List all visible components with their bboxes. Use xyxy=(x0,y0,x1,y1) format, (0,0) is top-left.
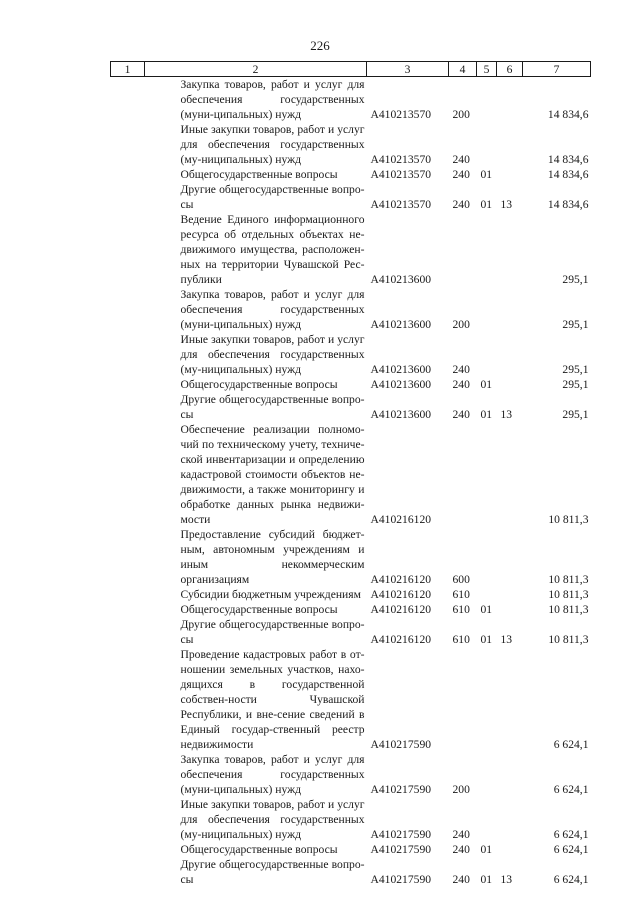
row-subsection xyxy=(497,167,523,182)
row-name: Общегосударственные вопросы xyxy=(180,168,338,181)
row-target-code: А410217590 xyxy=(370,843,432,856)
row-section: 01 xyxy=(480,378,493,391)
table-row xyxy=(111,422,591,527)
row-subsection: 13 xyxy=(500,873,513,886)
row-name: Закупка товаров, работ и услуг для обеспечения государственных (муни-ципальных) нужд xyxy=(180,288,365,331)
row-section: 01 xyxy=(480,873,493,886)
row-name: Иные закупки товаров, работ и услуг для обеспечения государственных (му-ниципальных) нужд xyxy=(180,333,365,376)
row-name: Обеспечение реализации полномо-чий по техническому учету, техниче-ской инвентаризации и определению кадастровой стоимости объектов не-движимости, а также мониторингу и обработке данных рынка недвижи-мости xyxy=(180,423,365,526)
row-name: Проведение кадастровых работ в от-ношении земельных участков, нахо-дящихся в государственной собствен-ности Чувашской Республики, и вне-сение сведений в Единый государ-ственный реестр недвижимости xyxy=(180,648,365,751)
row-subsection xyxy=(497,332,523,377)
row-target-code: А410213570 xyxy=(370,198,432,211)
table-row xyxy=(111,122,591,167)
row-target-code: А410213600 xyxy=(370,408,432,421)
row-target-code: А410216120 xyxy=(370,588,432,601)
row-subsection xyxy=(497,287,523,332)
row-target-code: А410213600 xyxy=(370,273,432,286)
row-section: 01 xyxy=(480,408,493,421)
row-number-cell xyxy=(111,602,145,617)
row-section xyxy=(477,332,497,377)
row-subsection: 13 xyxy=(500,408,513,421)
row-number-cell xyxy=(111,422,145,527)
column-header: 5 xyxy=(477,62,497,77)
row-name: Иные закупки товаров, работ и услуг для обеспечения государственных (му-ниципальных) нужд xyxy=(180,123,365,166)
row-target-code: А410217590 xyxy=(370,873,432,886)
row-subsection: 13 xyxy=(500,633,513,646)
row-subsection xyxy=(497,122,523,167)
row-number-cell xyxy=(111,647,145,752)
row-amount: 6 624,1 xyxy=(553,738,589,751)
row-amount: 295,1 xyxy=(562,363,589,376)
table-row xyxy=(111,842,591,857)
row-amount: 14 834,6 xyxy=(547,153,589,166)
row-target-code: А410217590 xyxy=(370,828,432,841)
table-row xyxy=(111,212,591,287)
row-amount: 295,1 xyxy=(562,318,589,331)
row-number-cell xyxy=(111,77,145,123)
row-number-cell xyxy=(111,617,145,647)
row-expense-type: 240 xyxy=(452,168,470,181)
table-body xyxy=(111,77,591,888)
row-subsection xyxy=(497,587,523,602)
row-subsection xyxy=(497,527,523,587)
row-name: Закупка товаров, работ и услуг для обеспечения государственных (муни-ципальных) нужд xyxy=(180,78,365,121)
row-expense-type: 240 xyxy=(452,828,470,841)
row-target-code: А410216120 xyxy=(370,603,432,616)
row-name: Другие общегосударственные вопро-сы xyxy=(180,393,365,421)
row-section xyxy=(477,647,497,752)
table-row xyxy=(111,587,591,602)
row-target-code: А410213570 xyxy=(370,168,432,181)
row-expense-type xyxy=(449,422,477,527)
column-header: 4 xyxy=(449,62,477,77)
table-row xyxy=(111,647,591,752)
row-number-cell xyxy=(111,377,145,392)
row-section: 01 xyxy=(480,603,493,616)
row-section xyxy=(477,752,497,797)
table-row xyxy=(111,797,591,842)
row-subsection xyxy=(497,752,523,797)
row-amount: 295,1 xyxy=(562,408,589,421)
row-section xyxy=(477,587,497,602)
column-header: 7 xyxy=(523,62,591,77)
row-expense-type: 610 xyxy=(452,633,470,646)
row-expense-type: 240 xyxy=(452,153,470,166)
row-subsection xyxy=(497,422,523,527)
row-expense-type: 610 xyxy=(452,603,470,616)
row-expense-type xyxy=(449,212,477,287)
table-row xyxy=(111,617,591,647)
row-number-cell xyxy=(111,182,145,212)
row-target-code: А410217590 xyxy=(370,783,432,796)
row-expense-type: 200 xyxy=(452,783,470,796)
row-subsection xyxy=(497,602,523,617)
row-target-code: А410217590 xyxy=(370,738,432,751)
row-expense-type: 240 xyxy=(452,363,470,376)
table-row xyxy=(111,857,591,887)
row-section: 01 xyxy=(480,633,493,646)
row-expense-type xyxy=(449,647,477,752)
row-name: Общегосударственные вопросы xyxy=(180,378,338,391)
row-section xyxy=(477,287,497,332)
row-name: Общегосударственные вопросы xyxy=(180,843,338,856)
table-row xyxy=(111,377,591,392)
row-expense-type: 240 xyxy=(452,408,470,421)
row-number-cell xyxy=(111,167,145,182)
row-number-cell xyxy=(111,587,145,602)
row-number-cell xyxy=(111,122,145,167)
row-subsection xyxy=(497,842,523,857)
column-header: 2 xyxy=(145,62,367,77)
row-expense-type: 240 xyxy=(452,198,470,211)
row-number-cell xyxy=(111,527,145,587)
row-subsection xyxy=(497,377,523,392)
table-row xyxy=(111,392,591,422)
table-row xyxy=(111,602,591,617)
row-target-code: А410216120 xyxy=(370,573,432,586)
table-row xyxy=(111,167,591,182)
table-row xyxy=(111,527,591,587)
row-target-code: А410213600 xyxy=(370,363,432,376)
row-target-code: А410216120 xyxy=(370,513,432,526)
row-expense-type: 240 xyxy=(452,843,470,856)
row-target-code: А410213570 xyxy=(370,153,432,166)
row-section xyxy=(477,422,497,527)
row-amount: 10 811,3 xyxy=(548,573,589,586)
budget-table xyxy=(110,61,591,887)
row-amount: 6 624,1 xyxy=(553,843,589,856)
row-section: 01 xyxy=(480,168,493,181)
row-expense-type: 610 xyxy=(452,588,470,601)
column-header: 6 xyxy=(497,62,523,77)
row-section xyxy=(477,527,497,587)
row-amount: 10 811,3 xyxy=(548,633,589,646)
row-number-cell xyxy=(111,797,145,842)
row-number-cell xyxy=(111,842,145,857)
row-section xyxy=(477,122,497,167)
row-expense-type: 600 xyxy=(452,573,470,586)
row-amount: 10 811,3 xyxy=(548,603,589,616)
row-name: Субсидии бюджетным учреждениям xyxy=(180,588,361,601)
row-section xyxy=(477,212,497,287)
row-subsection xyxy=(497,77,523,123)
row-expense-type: 240 xyxy=(452,873,470,886)
row-expense-type: 200 xyxy=(452,318,470,331)
row-expense-type: 240 xyxy=(452,378,470,391)
column-header: 3 xyxy=(367,62,449,77)
row-amount: 14 834,6 xyxy=(547,168,589,181)
row-name: Закупка товаров, работ и услуг для обеспечения государственных (муни-ципальных) нужд xyxy=(180,753,365,796)
row-amount: 295,1 xyxy=(562,378,589,391)
table-row xyxy=(111,287,591,332)
row-target-code: А410213600 xyxy=(370,378,432,391)
row-number-cell xyxy=(111,392,145,422)
row-name: Другие общегосударственные вопро-сы xyxy=(180,618,365,646)
row-number-cell xyxy=(111,212,145,287)
row-name: Другие общегосударственные вопро-сы xyxy=(180,858,365,886)
row-amount: 10 811,3 xyxy=(548,588,589,601)
column-header: 1 xyxy=(111,62,145,77)
row-section: 01 xyxy=(480,843,493,856)
row-name: Другие общегосударственные вопро-сы xyxy=(180,183,365,211)
row-subsection xyxy=(497,212,523,287)
table-row xyxy=(111,752,591,797)
row-subsection: 13 xyxy=(500,198,513,211)
row-target-code: А410213570 xyxy=(370,108,432,121)
row-number-cell xyxy=(111,332,145,377)
row-subsection xyxy=(497,647,523,752)
row-amount: 14 834,6 xyxy=(547,198,589,211)
row-name: Предоставление субсидий бюджет-ным, автономным учреждениям и иным некоммерческим организациям xyxy=(180,528,365,586)
row-amount: 14 834,6 xyxy=(547,108,589,121)
row-expense-type: 200 xyxy=(452,108,470,121)
row-amount: 6 624,1 xyxy=(553,828,589,841)
row-section: 01 xyxy=(480,198,493,211)
row-subsection xyxy=(497,797,523,842)
row-amount: 10 811,3 xyxy=(548,513,589,526)
row-section xyxy=(477,77,497,123)
row-amount: 6 624,1 xyxy=(553,873,589,886)
row-amount: 6 624,1 xyxy=(553,783,589,796)
row-number-cell xyxy=(111,287,145,332)
row-section xyxy=(477,797,497,842)
table-row xyxy=(111,332,591,377)
page-number: 226 xyxy=(310,38,330,53)
row-target-code: А410213600 xyxy=(370,318,432,331)
table-row xyxy=(111,182,591,212)
row-number-cell xyxy=(111,857,145,887)
row-target-code: А410216120 xyxy=(370,633,432,646)
row-name: Общегосударственные вопросы xyxy=(180,603,338,616)
row-name: Ведение Единого информационного ресурса об отдельных объектах не-движимого имущества, расположен-ных на территории Чувашской Рес-публики xyxy=(180,213,365,286)
row-amount: 295,1 xyxy=(562,273,589,286)
table-row xyxy=(111,77,591,123)
table-header-row xyxy=(111,62,591,77)
row-name: Иные закупки товаров, работ и услуг для обеспечения государственных (му-ниципальных) нужд xyxy=(180,798,365,841)
row-number-cell xyxy=(111,752,145,797)
